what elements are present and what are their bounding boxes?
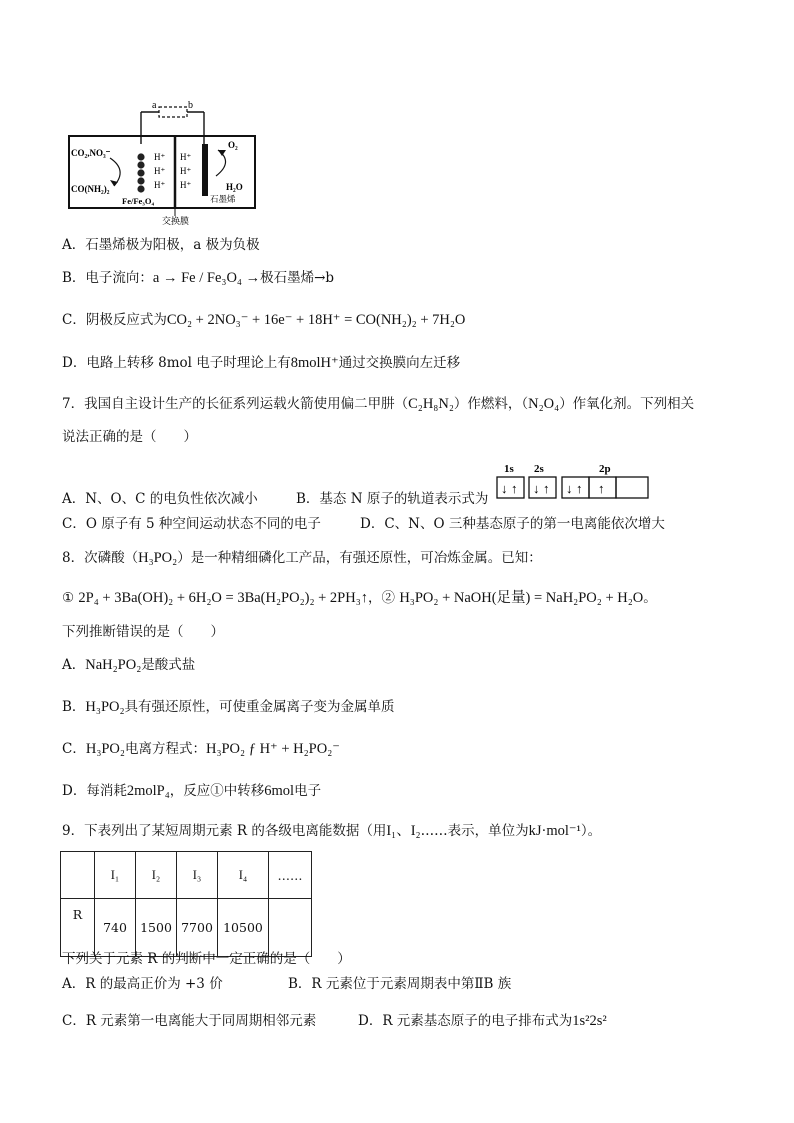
product-o2: O₂: [228, 140, 238, 150]
table-cell: 740: [95, 899, 136, 957]
ion-h5: H⁺: [180, 166, 192, 176]
q8-option-a: A．NaH₂PO₂是酸式盐: [62, 657, 196, 673]
q6-option-b: B．电子流向：a → Fe / Fe₃O₄ →极石墨烯→b: [62, 270, 335, 286]
q9-option-b: B．R 元素位于元素周期表中第ⅡB 族: [288, 976, 512, 992]
q8-stem-line1: 8．次磷酸（H₃PO₂）是一种精细磷化工产品，有强还原性，可冶炼金属。已知：: [62, 550, 542, 566]
svg-text:↓: ↓: [501, 481, 508, 496]
electrolysis-diagram: [66, 98, 262, 230]
q6-option-c: C．阴极反应式为CO₂ + 2NO₃⁻ + 16e⁻ + 18H⁺ = CO(NH₂)₂ + 7H₂O: [62, 312, 466, 328]
svg-text:↑: ↑: [576, 481, 583, 496]
membrane-label: 交换膜: [162, 216, 190, 226]
graphene-electrode: [202, 144, 208, 196]
table-cell: 7700: [177, 899, 218, 957]
q8-stem-line3: 下列推断错误的是（ ）: [62, 624, 224, 640]
table-header-cell: ……: [269, 852, 312, 899]
table-cell: 1500: [136, 899, 177, 957]
ion-h6: H⁺: [180, 180, 192, 190]
svg-text:↓: ↓: [566, 481, 573, 496]
table-header-cell: [61, 852, 95, 899]
q8-option-b: B．H₃PO₂具有强还原性，可使重金属离子变为金属单质: [62, 699, 395, 715]
q9-stem-line1: 9．下表列出了某短周期元素 R 的各级电离能数据（用I₁、I₂……表示，单位为kJ·mol⁻¹）。: [62, 823, 602, 839]
ion-h1: H⁺: [154, 152, 166, 162]
q7-stem-line1: 7．我国自主设计生产的长征系列运载火箭使用偏二甲肼（C₂H₈N₂）作燃料，（N₂O₄）作氧化剂。下列相关: [62, 396, 695, 412]
power-source: [159, 107, 187, 117]
q7-option-b: B．基态 N 原子的轨道表示式为: [296, 491, 489, 507]
table-row-label: R: [61, 899, 95, 957]
electrode-fe-label: Fe/Fe₃O₄: [122, 196, 154, 206]
table-cell: [269, 899, 312, 957]
label-b: b: [188, 100, 193, 111]
product-urea: CO(NH₂)₂: [71, 184, 110, 194]
table-header-cell: I₂: [136, 852, 177, 899]
q8-option-d: D．每消耗2molP₄，反应①中转移6mol电子: [62, 783, 322, 799]
table-header-cell: I₃: [177, 852, 218, 899]
q9-option-c: C．R 元素第一电离能大于同周期相邻元素: [62, 1013, 317, 1029]
orbital-label-1s: 1s: [504, 463, 514, 475]
table-header-row: [61, 852, 312, 899]
q7-option-c: C．O 原子有 5 种空间运动状态不同的电子: [62, 516, 321, 532]
label-a: a: [152, 100, 157, 111]
q8-equations: ① 2P₄ + 3Ba(OH)₂ + 6H₂O = 3Ba(H₂PO₂)₂ + 2PH₃↑，② H₃PO₂ + NaOH(足量) = NaH₂PO₂ + H₂O。: [62, 590, 657, 606]
ionization-energy-table: [60, 851, 312, 957]
reactant-co2-no3: CO₂,NO₃⁻: [71, 148, 111, 158]
q7-stem-line2: 说法正确的是（ ）: [62, 429, 197, 445]
svg-text:↑: ↑: [543, 481, 550, 496]
table-header-cell: I₄: [218, 852, 269, 899]
q6-option-a: A．石墨烯极为阳极，a 极为负极: [62, 237, 260, 253]
q9-stem-line2: 下列关于元素 R 的判断中一定正确的是（ ）: [62, 951, 351, 967]
fe-electrode: [137, 153, 144, 192]
q9-option-a: A．R 的最高正价为 +3 价: [62, 976, 223, 992]
electrode-graphene-label: 石墨烯: [210, 194, 236, 204]
svg-text:↑: ↑: [511, 481, 518, 496]
orbital-label-2s: 2s: [534, 463, 544, 475]
q7-option-d: D．C、N、O 三种基态原子的第一电离能依次增大: [360, 516, 665, 532]
ion-h4: H⁺: [180, 152, 192, 162]
table-row: [61, 899, 312, 957]
ion-h2: H⁺: [154, 166, 166, 176]
q6-option-d: D．电路上转移 8mol 电子时理论上有8molH⁺通过交换膜向左迁移: [62, 355, 461, 371]
orbital-label-2p: 2p: [599, 463, 611, 475]
ion-h3: H⁺: [154, 180, 166, 190]
table-cell: 10500: [218, 899, 269, 957]
q8-option-c: C．H₃PO₂电离方程式：H₃PO₂ ƒ H⁺ + H₂PO₂⁻: [62, 741, 340, 757]
q7-option-a: A．N、O、C 的电负性依次减小: [62, 491, 258, 507]
q9-option-d: D．R 元素基态原子的电子排布式为1s²2s²: [358, 1013, 607, 1029]
reactant-h2o: H₂O: [226, 182, 243, 192]
table-header-cell: I₁: [95, 852, 136, 899]
svg-text:↓: ↓: [533, 481, 540, 496]
orbital-diagram: [496, 462, 656, 502]
svg-text:↑: ↑: [598, 481, 605, 496]
